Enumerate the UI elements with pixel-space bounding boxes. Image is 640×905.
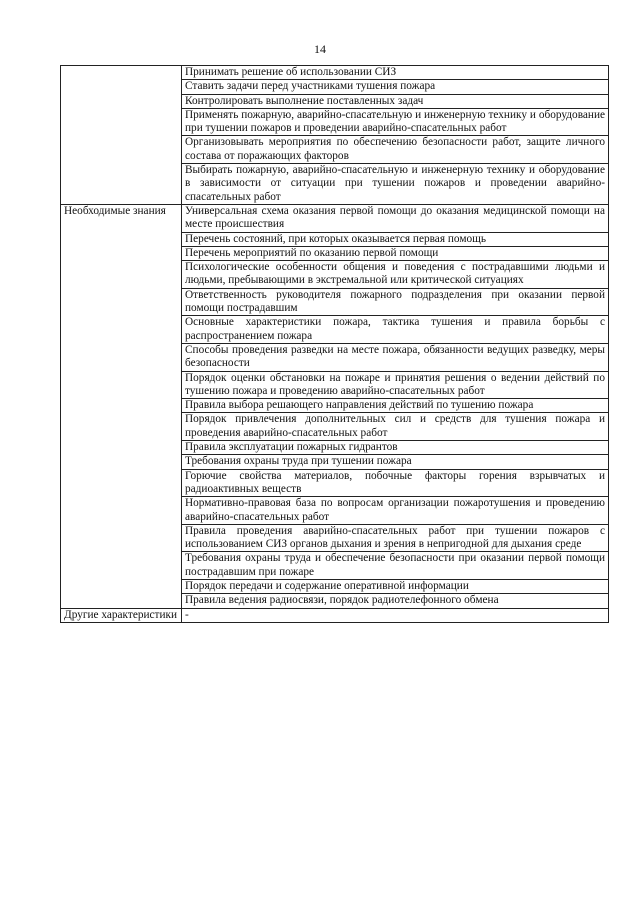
requirement-cell: Универсальная схема оказания первой помощи до оказания медицинской помощи на месте происшествия	[182, 204, 609, 232]
requirement-cell: Требования охраны труда и обеспечение безопасности при оказании первой помощи пострадавшим при пожаре	[182, 552, 609, 580]
requirement-cell: Правила выбора решающего направления действий по тушению пожара	[182, 399, 609, 413]
requirement-cell: Порядок передачи и содержание оперативной информации	[182, 579, 609, 593]
requirement-cell: Перечень мероприятий по оказанию первой помощи	[182, 246, 609, 260]
requirement-cell: Ответственность руководителя пожарного подразделения при оказании первой помощи пострадавшим	[182, 288, 609, 316]
category-cell	[61, 66, 182, 205]
requirement-cell: Ставить задачи перед участниками тушения пожара	[182, 80, 609, 94]
requirements-table	[60, 65, 609, 623]
requirement-cell: Требования охраны труда при тушении пожара	[182, 455, 609, 469]
requirement-cell: Применять пожарную, аварийно-спасательную и инженерную технику и оборудование при тушении пожаров и проведении аварийно-спасательных работ	[182, 108, 609, 136]
table-row	[61, 204, 609, 232]
requirement-cell: Перечень состояний, при которых оказывается первая помощь	[182, 232, 609, 246]
category-cell: Другие характеристики	[61, 608, 182, 622]
table-row	[61, 66, 609, 80]
requirement-cell: Организовывать мероприятия по обеспечению безопасности работ, защите личного состава от поражающих факторов	[182, 136, 609, 164]
requirement-cell: -	[182, 608, 609, 622]
requirement-cell: Нормативно-правовая база по вопросам организации пожаротушения и проведению аварийно-спасательных работ	[182, 497, 609, 525]
requirement-cell: Горючие свойства материалов, побочные факторы горения взрывчатых и радиоактивных веществ	[182, 469, 609, 497]
requirement-cell: Порядок оценки обстановки на пожаре и принятия решения о ведении действий по тушению пожара и проведению аварийно-спасательных работ	[182, 371, 609, 399]
requirements-table-body	[61, 66, 609, 623]
requirement-cell: Основные характеристики пожара, тактика тушения и правила борьбы с распространением пожара	[182, 316, 609, 344]
category-cell: Необходимые знания	[61, 204, 182, 608]
requirement-cell: Правила эксплуатации пожарных гидрантов	[182, 441, 609, 455]
page-number: 14	[314, 42, 326, 56]
requirement-cell: Правила проведения аварийно-спасательных работ при тушении пожаров с использованием СИЗ органов дыхания и зрения в непригодной для дыхания среде	[182, 524, 609, 552]
requirement-cell: Принимать решение об использовании СИЗ	[182, 66, 609, 80]
requirement-cell: Правила ведения радиосвязи, порядок радиотелефонного обмена	[182, 594, 609, 608]
requirement-cell: Контролировать выполнение поставленных задач	[182, 94, 609, 108]
requirement-cell: Выбирать пожарную, аварийно-спасательную и инженерную технику и оборудование в зависимости от ситуации при тушении пожаров и проведении аварийно-спасательных работ	[182, 164, 609, 205]
table-row	[61, 608, 609, 622]
requirement-cell: Способы проведения разведки на месте пожара, обязанности ведущих разведку, меры безопасности	[182, 343, 609, 371]
requirement-cell: Психологические особенности общения и поведения с пострадавшими людьми и людьми, пребывающими в экстремальной или критической ситуациях	[182, 261, 609, 289]
requirement-cell: Порядок привлечения дополнительных сил и средств для тушения пожара и проведения аварийно-спасательных работ	[182, 413, 609, 441]
